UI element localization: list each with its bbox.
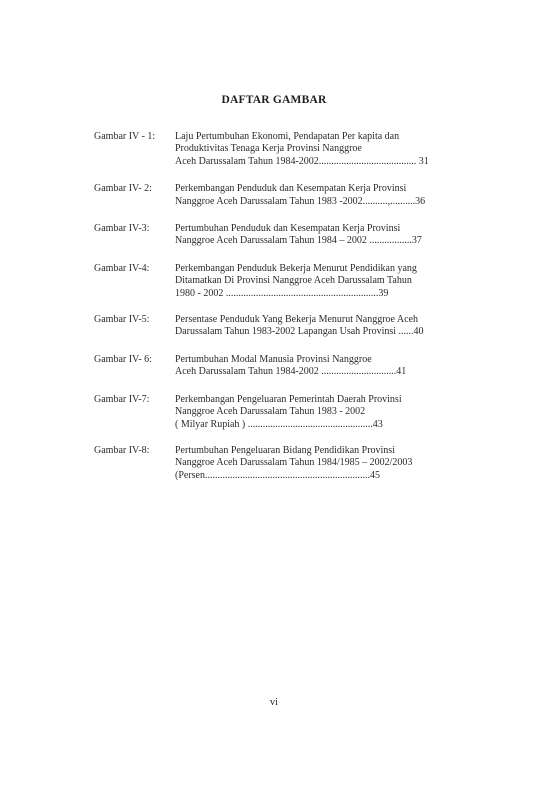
figure-caption xyxy=(174,183,474,208)
figure-label: Gambar IV-7: xyxy=(94,393,150,405)
figure-caption xyxy=(174,223,474,248)
figure-caption xyxy=(174,314,474,339)
caption-line: Nanggroe Aceh Darussalam Tahun 1984 – 2002 .................37 xyxy=(175,235,422,247)
caption-line: (Persen..................................................................45 xyxy=(175,469,380,481)
caption-line: Aceh Darussalam Tahun 1984-2002....................................... 31 xyxy=(175,155,429,167)
caption-line: Darussalam Tahun 1983-2002 Lapangan Usah Provinsi ......40 xyxy=(175,326,424,338)
caption-line: Persentase Penduduk Yang Bekerja Menurut Nanggroe Aceh xyxy=(175,314,419,326)
figure-caption xyxy=(174,445,474,482)
figure-label: Gambar IV - 1: xyxy=(94,131,156,142)
caption-line: ( Milyar Rupiah ) ..................................................43 xyxy=(175,418,383,430)
caption-line: Aceh Darussalam Tahun 1984-2002 ..............................41 xyxy=(175,366,407,378)
list-item xyxy=(94,314,474,339)
page-title: DAFTAR GAMBAR xyxy=(221,94,327,106)
list-item xyxy=(94,131,474,168)
figure-label: Gambar IV-8: xyxy=(94,444,150,456)
caption-line: Pertumbuhan Pengeluaran Bidang Pendidikan Provinsi xyxy=(175,444,395,456)
caption-line: Perkembangan Pengeluaran Pemerintah Daerah Provinsi xyxy=(175,393,402,405)
list-item xyxy=(94,223,474,248)
caption-line: Perkembangan Penduduk dan Kesempatan Kerja Provinsi xyxy=(175,183,407,195)
list-item xyxy=(94,183,474,208)
figure-list xyxy=(94,131,474,482)
caption-line: Ditamatkan Di Provinsi Nanggroe Aceh Darussalam Tahun xyxy=(175,275,412,287)
caption-line: 1980 - 2002 .............................................................39 xyxy=(175,287,389,299)
caption-line: Laju Pertumbuhan Ekonomi, Pendapatan Per kapita dan xyxy=(175,131,400,142)
list-item xyxy=(94,354,474,379)
list-item xyxy=(94,394,474,431)
caption-line: Nanggroe Aceh Darussalam Tahun 1984/1985 – 2002/2003 xyxy=(175,457,413,469)
caption-line: Perkembangan Penduduk Bekerja Menurut Pendidikan yang xyxy=(175,262,417,274)
figure-caption xyxy=(174,263,474,300)
list-item xyxy=(94,263,474,300)
figure-label: Gambar IV-4: xyxy=(94,262,150,274)
figure-label: Gambar IV- 6: xyxy=(94,353,152,365)
page-number: vi xyxy=(269,697,279,708)
figure-caption xyxy=(174,394,474,431)
caption-line: Produktivitas Tenaga Kerja Provinsi Nanggroe xyxy=(175,143,362,155)
list-item xyxy=(94,445,474,482)
caption-line: Pertumbuhan Penduduk dan Kesempatan Kerja Provinsi xyxy=(175,223,401,235)
caption-line: Nanggroe Aceh Darussalam Tahun 1983 -2002..........,..........36 xyxy=(175,195,426,207)
figure-caption xyxy=(174,354,474,379)
caption-line: Pertumbuhan Modal Manusia Provinsi Nanggroe xyxy=(175,353,372,365)
figure-label: Gambar IV- 2: xyxy=(94,183,152,195)
figure-label: Gambar IV-5: xyxy=(94,314,150,326)
caption-line: Nanggroe Aceh Darussalam Tahun 1983 - 2002 xyxy=(175,406,366,418)
figure-label: Gambar IV-3: xyxy=(94,223,150,235)
figure-caption xyxy=(174,131,474,168)
